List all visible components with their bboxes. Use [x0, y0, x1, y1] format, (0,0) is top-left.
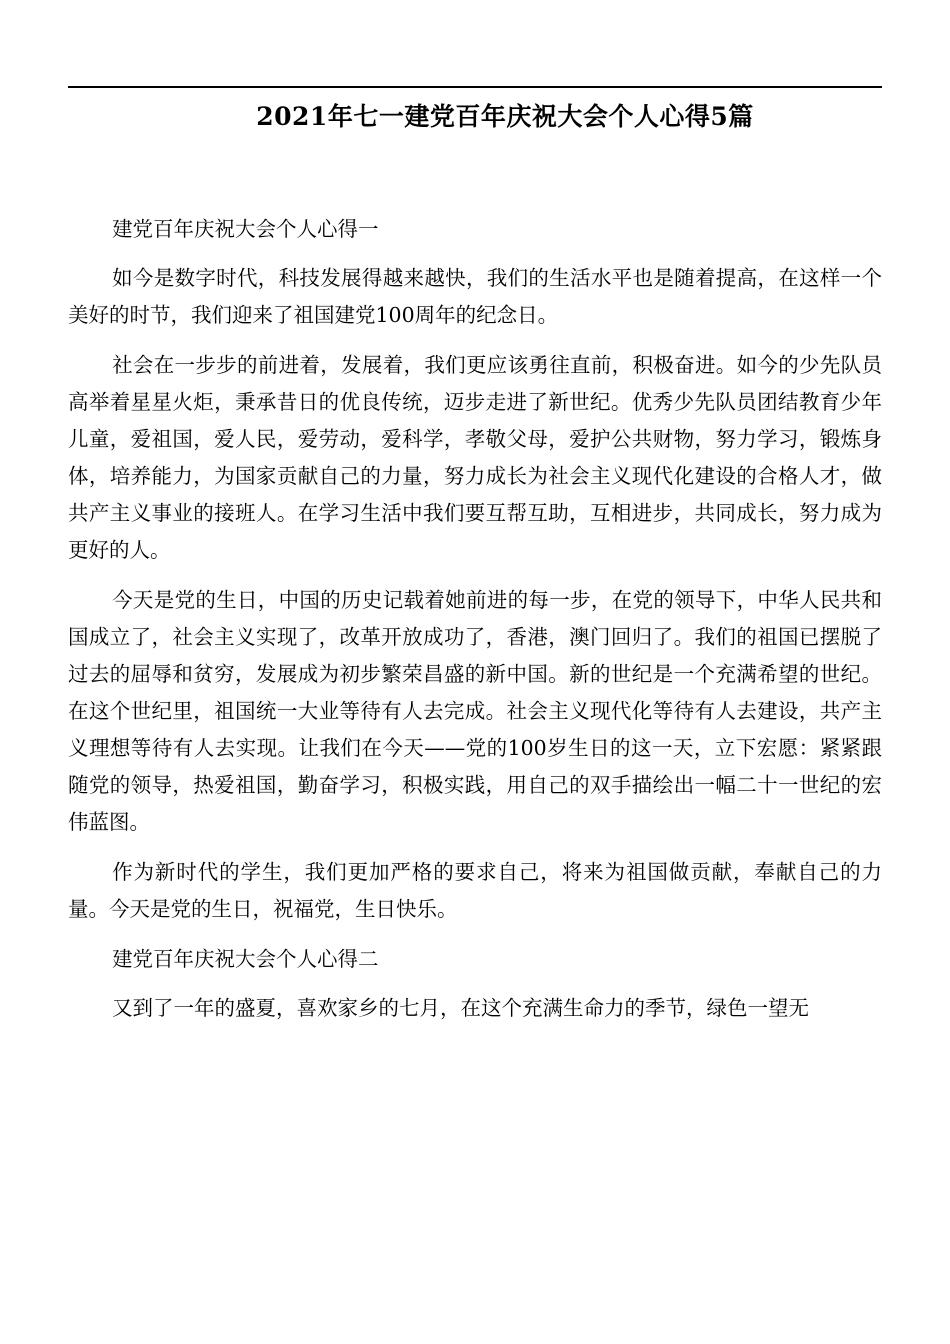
paragraph: 今天是党的生日，中国的历史记载着她前进的每一步，在党的领导下，中华人民共和国成立了，社会主义实现了，改革开放成功了，香港，澳门回归了。我们的祖国已摆脱了过去的屈辱和贫穷，发展成为初步繁荣昌盛的新中国。新的世纪是一个充满希望的世纪。在这个世纪里，祖国统一大业等待有人去完成。社会主义现代化等待有人去建设，共产主义理想等待有人去实现。让我们在今天——党的100岁生日的这一天，立下宏愿：紧紧跟随党的领导，热爱祖国，勤奋学习，积极实践，用自己的双手描绘出一幅二十一世纪的宏伟蓝图。 [68, 588, 882, 834]
document-body [68, 211, 882, 1040]
paragraph: 作为新时代的学生，我们更加严格的要求自己，将来为祖国做贡献，奉献自己的力量。今天是党的生日，祝福党，生日快乐。 [68, 860, 882, 921]
section-heading: 建党百年庆祝大会个人心得二 [112, 947, 379, 971]
section-heading: 建党百年庆祝大会个人心得一 [112, 217, 379, 241]
paragraph: 又到了一年的盛夏，喜欢家乡的七月，在这个充满生命力的季节，绿色一望无 [112, 996, 810, 1020]
paragraph: 社会在一步步的前进着，发展着，我们更应该勇往直前，积极奋进。如今的少先队员高举着星星火炬，秉承昔日的优良传统，迈步走进了新世纪。优秀少先队员团结教育少年儿童，爱祖国，爱人民，爱劳动，爱科学，孝敬父母，爱护公共财物，努力学习，锻炼身体，培养能力，为国家贡献自己的力量，努力成长为社会主义现代化建设的合格人才，做共产主义事业的接班人。在学习生活中我们要互帮互助，互相进步，共同成长，努力成为更好的人。 [68, 353, 882, 562]
paragraph: 如今是数字时代，科技发展得越来越快，我们的生活水平也是随着提高，在这样一个美好的时节，我们迎来了祖国建党100周年的纪念日。 [68, 266, 882, 327]
header-rule [68, 86, 882, 88]
document-title: 2021年七一建党百年庆祝大会个人心得5篇 [256, 102, 754, 131]
